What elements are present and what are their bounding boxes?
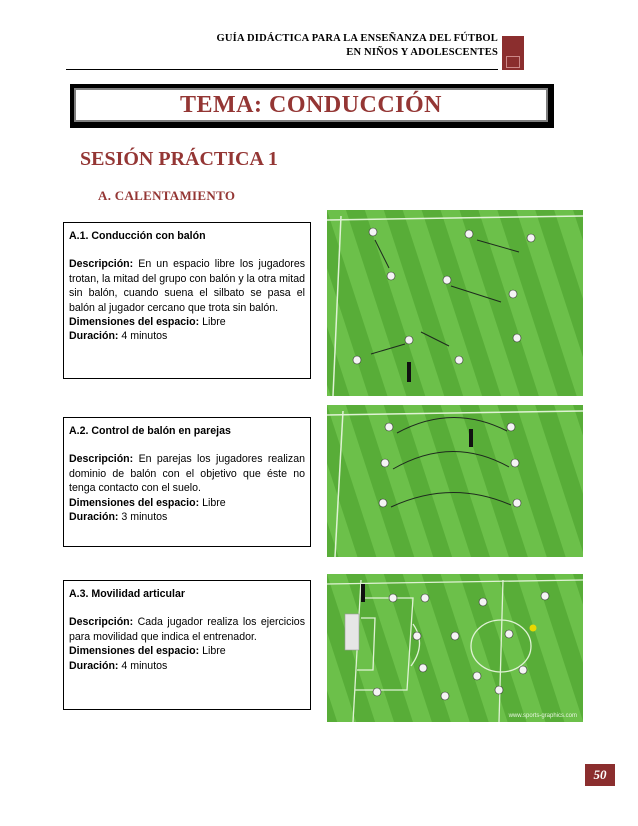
exercise-duration: [69, 329, 305, 343]
duration-label: Duración:: [69, 511, 119, 524]
exercise-dimensions: [69, 496, 305, 510]
description-text: En parejas los jugadores realizan dominio de balón con el objetivo que éste no tenga contacto con el suelo.: [69, 453, 305, 495]
exercise-card-3: [63, 580, 311, 710]
watermark: www.sports-graphics.com: [508, 713, 577, 719]
exercise-dimensions: [69, 644, 305, 658]
dimensions-label: Dimensiones del espacio:: [69, 645, 200, 658]
description-label: Descripción:: [69, 453, 134, 466]
description-label: Descripción:: [69, 616, 134, 629]
exercise-duration: [69, 510, 305, 524]
exercise-title: A.3. Movilidad articular: [69, 588, 185, 600]
exercise-dimensions: [69, 315, 305, 329]
description-label: Descripción:: [69, 258, 134, 271]
dimensions-value: Libre: [202, 496, 226, 509]
page-header: [60, 32, 498, 60]
field-illustration-1: [327, 210, 583, 396]
dimensions-value: Libre: [202, 645, 226, 658]
theme-box: [70, 84, 554, 128]
section-title: A. CALENTAMIENTO: [98, 188, 236, 203]
exercise-title: A.1. Conducción con balón: [69, 230, 206, 242]
session-title: SESIÓN PRÁCTICA 1: [80, 148, 278, 170]
exercise-description: [69, 452, 305, 495]
duration-value: 3 minutos: [121, 511, 168, 524]
exercise-title: A.2. Control de balón en parejas: [69, 425, 231, 437]
exercise-description: [69, 615, 305, 644]
exercise-description: [69, 257, 305, 315]
field-illustration-3: [327, 574, 583, 722]
header-line-2: EN NIÑOS Y ADOLESCENTES: [346, 47, 498, 58]
dimensions-value: Libre: [202, 316, 226, 329]
duration-value: 4 minutos: [121, 330, 168, 343]
header-decoration: [502, 36, 524, 70]
duration-value: 4 minutos: [121, 659, 168, 672]
description-text: Cada jugador realiza los ejercicios para movilidad que indica el entrenador.: [69, 616, 305, 643]
dimensions-label: Dimensiones del espacio:: [69, 316, 200, 329]
dimensions-label: Dimensiones del espacio:: [69, 496, 200, 509]
duration-label: Duración:: [69, 330, 119, 343]
exercise-card-2: [63, 417, 311, 547]
header-line-1: GUÍA DIDÁCTICA PARA LA ENSEÑANZA DEL FÚTBOL: [216, 33, 498, 44]
theme-inner: [74, 88, 548, 122]
duration-label: Duración:: [69, 659, 119, 672]
exercise-duration: [69, 659, 305, 673]
header-rule: [66, 69, 498, 70]
page-number: 50: [585, 764, 615, 786]
exercise-card-1: [63, 222, 311, 379]
field-illustration-2: [327, 405, 583, 557]
theme-title: TEMA: CONDUCCIÓN: [180, 91, 442, 118]
description-text: En un espacio libre los jugadores trotan, la mitad del grupo con balón y la otra mitad sin balón, cuando suena el silbato se pasa el balón al jugador cercano que trota sin balón.: [69, 258, 306, 314]
